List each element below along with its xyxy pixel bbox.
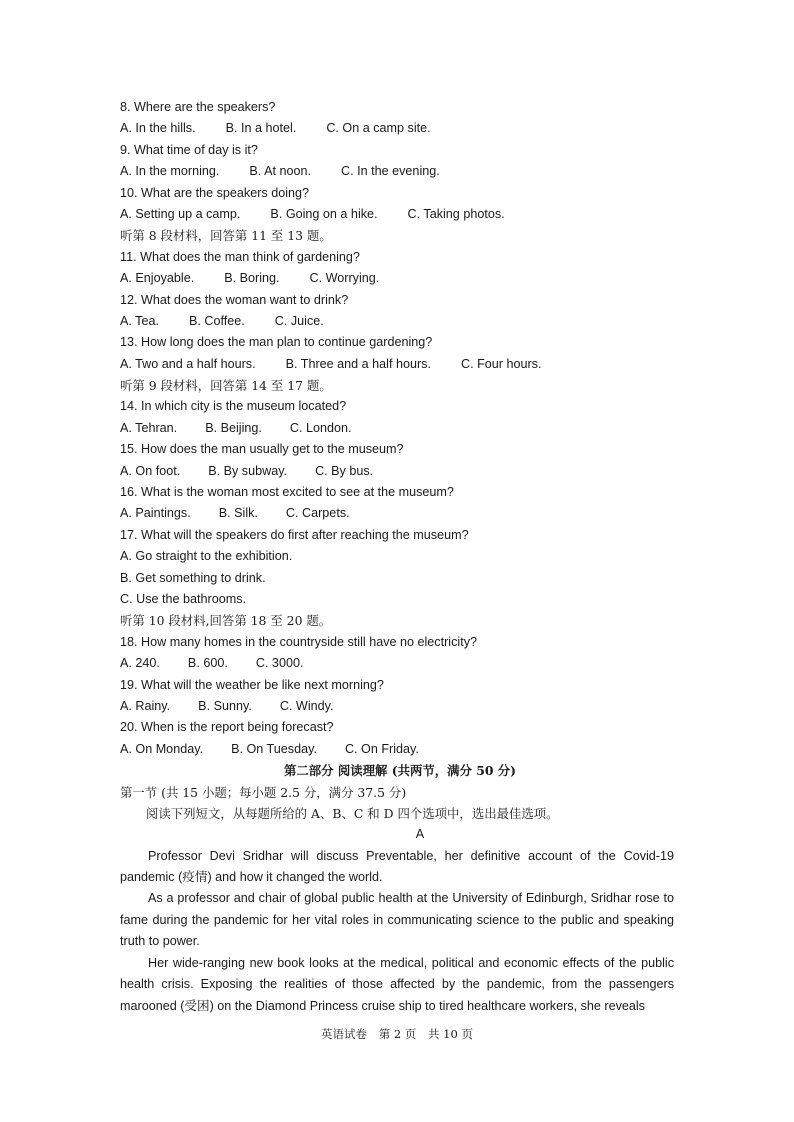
option-c: C. Use the bathrooms. xyxy=(120,591,246,606)
question-15: 15. How does the man usually get to the museum? xyxy=(120,442,404,457)
question-18: 18. How many homes in the countryside still have no electricity? xyxy=(120,634,477,649)
question-20: 20. When is the report being forecast? xyxy=(120,720,334,735)
question-10: 10. What are the speakers doing? xyxy=(120,185,310,200)
options-13 xyxy=(120,354,680,375)
option-c: C. On a camp site. xyxy=(326,121,431,136)
section-9-instruction: 听第 9 段材料，回答第 14 至 17 题。 xyxy=(120,378,332,394)
option-b: B. In a hotel. xyxy=(225,121,297,136)
question-11: 11. What does the man think of gardening? xyxy=(120,249,360,264)
passage-label: A xyxy=(415,827,425,842)
option-c: C. Four hours. xyxy=(460,356,542,371)
question-list xyxy=(120,97,680,1017)
options-9 xyxy=(120,161,680,182)
option-b: B. Sunny. xyxy=(198,698,252,713)
section-10-instruction: 听第 10 段材料,回答第 18 至 20 题。 xyxy=(120,613,332,629)
option-c: C. Carpets. xyxy=(285,506,350,521)
options-15 xyxy=(120,461,680,482)
option-b: B. Coffee. xyxy=(188,313,245,328)
part-two-heading: 第二部分 阅读理解 (共两节，满分 50 分) xyxy=(283,763,517,779)
question-19: 19. What will the weather be like next morning? xyxy=(120,677,384,692)
option-a: A. Tea. xyxy=(120,313,159,328)
option-c: C. Worrying. xyxy=(309,271,380,286)
option-b: B. Three and a half hours. xyxy=(285,356,431,371)
passage-paragraph-1: Professor Devi Sridhar will discuss Preventable, her definitive account of the Covid-19 pandemic (疫情) and how it changed the world. xyxy=(120,848,674,885)
option-a: A. Go straight to the exhibition. xyxy=(120,549,293,564)
option-b: B. Silk. xyxy=(218,506,258,521)
option-a: A. Enjoyable. xyxy=(120,271,195,286)
question-12: 12. What does the woman want to drink? xyxy=(120,292,349,307)
question-13: 13. How long does the man plan to continue gardening? xyxy=(120,335,433,350)
option-c: C. Windy. xyxy=(279,698,334,713)
options-14 xyxy=(120,418,680,439)
option-c: C. By bus. xyxy=(315,463,374,478)
footer-total-pages: 共 10 页 xyxy=(428,1027,473,1041)
question-17: 17. What will the speakers do first after reaching the museum? xyxy=(120,527,469,542)
option-b: B. Boring. xyxy=(224,271,280,286)
option-a: A. Tehran. xyxy=(120,420,178,435)
passage-paragraph-3: Her wide-ranging new book looks at the medical, political and economic effects of the public health crisis. Exposing the realities of those affected by the pandemic, from the passengers marooned (受困) on the Diamond Princess cruise ship to tired healthcare workers, she reveals xyxy=(120,955,674,1013)
options-19 xyxy=(120,696,680,717)
question-16: 16. What is the woman most excited to see at the museum? xyxy=(120,485,454,500)
option-b: B. On Tuesday. xyxy=(231,741,317,756)
option-a: A. Paintings. xyxy=(120,506,191,521)
question-14: 14. In which city is the museum located? xyxy=(120,399,347,414)
option-a: A. Two and a half hours. xyxy=(120,356,256,371)
reading-instruction: 阅读下列短文，从每题所给的 A、B、C 和 D 四个选项中，选出最佳选项。 xyxy=(146,805,559,821)
question-8: 8. Where are the speakers? xyxy=(120,100,276,114)
option-c: C. Taking photos. xyxy=(407,206,505,221)
option-a: A. Setting up a camp. xyxy=(120,206,241,221)
options-8 xyxy=(120,118,680,139)
footer-page-number: 第 2 页 xyxy=(378,1027,417,1041)
passage-paragraph-2: As a professor and chair of global public health at the University of Edinburgh, Sridhar rose to fame during the pandemic for her vital roles in communicating science to the public and speaking truth to power. xyxy=(120,891,674,949)
option-b: B. 600. xyxy=(187,656,228,671)
options-11 xyxy=(120,268,680,289)
section-8-instruction: 听第 8 段材料，回答第 11 至 13 题。 xyxy=(120,228,332,244)
option-b: B. By subway. xyxy=(208,463,288,478)
option-a: A. Rainy. xyxy=(120,698,171,713)
page-footer xyxy=(0,1026,794,1042)
option-a: A. 240. xyxy=(120,656,160,671)
footer-subject: 英语试卷 xyxy=(321,1027,368,1041)
option-a: A. In the hills. xyxy=(120,121,196,136)
options-18 xyxy=(120,653,680,674)
section-one-heading: 第一节 (共 15 小题；每小题 2.5 分，满分 37.5 分) xyxy=(120,784,407,800)
option-c: C. Juice. xyxy=(274,313,324,328)
option-c: C. London. xyxy=(289,420,352,435)
option-c: C. On Friday. xyxy=(344,741,419,756)
question-9: 9. What time of day is it? xyxy=(120,142,258,157)
option-b: B. Get something to drink. xyxy=(120,570,266,585)
option-a: A. On foot. xyxy=(120,463,181,478)
options-12 xyxy=(120,311,680,332)
options-20 xyxy=(120,739,680,760)
option-c: C. 3000. xyxy=(255,656,304,671)
option-b: B. Going on a hike. xyxy=(270,206,378,221)
option-a: A. In the morning. xyxy=(120,164,220,179)
options-16 xyxy=(120,503,680,524)
option-c: C. In the evening. xyxy=(341,164,440,179)
options-10 xyxy=(120,204,680,225)
option-a: A. On Monday. xyxy=(120,741,204,756)
option-b: B. Beijing. xyxy=(205,420,262,435)
option-b: B. At noon. xyxy=(249,164,312,179)
